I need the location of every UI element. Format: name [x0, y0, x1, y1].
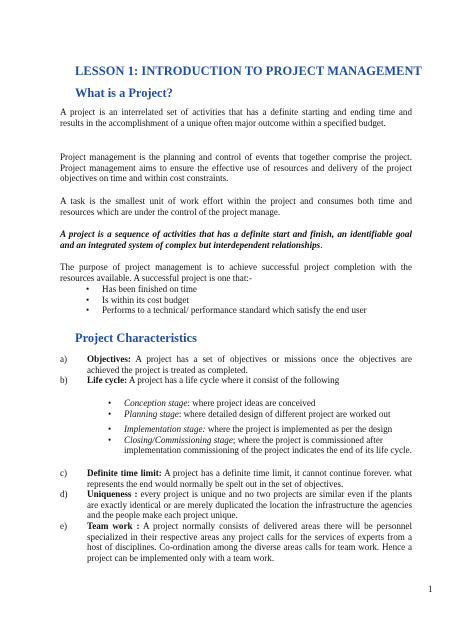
section-heading-what-is-project: What is a Project? [75, 86, 173, 100]
bullet-icon: • [108, 398, 112, 408]
bullet-icon: • [86, 294, 90, 305]
bullet-icon: • [108, 408, 112, 419]
list-item: • Implementation stage: where the project is implemented as per the design [108, 424, 393, 434]
characteristics-list-ab [60, 354, 412, 386]
list-item-uniqueness: d) Uniqueness : every project is unique and no two projects are similar even if the plants are exactly identical or are merely duplicated the location the infrastructure the agencies and the people make each project unique. [60, 489, 412, 521]
paragraph-task: A task is the smallest unit of work effort within the project and consumes both time and resources which are under the control of the project manage. [60, 196, 412, 217]
page-number: 1 [428, 584, 433, 594]
list-item: • Has been finished on time [86, 284, 197, 294]
paragraph-project-management: Project management is the planning and control of events that together comprise the project. Project management aims to ensure the effective use of resources and delivery of the project objectives on time and within cost constraints. [60, 152, 412, 184]
paragraph-purpose: The purpose of project management is to achieve successful project completion with the resources available. A successful project is one that:- [60, 262, 412, 283]
list-item: • Closing/Commissioning stage; where the project is commissioned after implementation commissioning of the project indicates the end of its life cycle. [108, 434, 412, 456]
paragraph-formal-definition [60, 229, 412, 250]
bullet-icon: • [108, 424, 112, 434]
list-item-life-cycle: b) Life cycle: A project has a life cycle where it consist of the following [60, 375, 340, 386]
definition-period: . [320, 239, 323, 250]
list-item: • Performs to a technical/ performance standard which satisfy the end user [86, 305, 367, 316]
list-item-definite-time-limit: c) Definite time limit: A project has a definite time limit, it cannot continue forever. what represents the end would normally be spelt out in the set of objectives. [60, 468, 412, 489]
lesson-title: LESSON 1: INTRODUCTION TO PROJECT MANAGEMENT [75, 64, 422, 78]
paragraph-project-definition: A project is an interrelated set of activities that has a definite starting and ending time and results in the accomplishment of a unique often major outcome within a specified budget. [60, 107, 412, 128]
success-criteria-list [86, 284, 367, 316]
list-item: • Is within its cost budget [86, 294, 189, 305]
life-cycle-stages-group-2 [108, 424, 418, 456]
bullet-icon: • [108, 434, 112, 445]
definition-emphasis: A project is a sequence of activities that has a definite start and finish, an identifiable goal and an integrated system of complex but interdependent relationships [60, 229, 412, 250]
characteristics-list-cde [60, 468, 412, 563]
list-item-objectives: a) Objectives: A project has a set of objectives or missions once the objectives are achieved the project is treated as completed. [60, 354, 412, 375]
list-item: • Planning stage: where detailed design of different project are worked out [108, 408, 391, 419]
section-heading-characteristics: Project Characteristics [75, 331, 197, 345]
bullet-icon: • [86, 305, 90, 316]
life-cycle-stages-group-1 [108, 398, 418, 419]
bullet-icon: • [86, 284, 90, 294]
list-item: • Conception stage: where project ideas are conceived [108, 398, 316, 408]
list-item-team-work: e) Team work : A project normally consists of delivered areas there will be personnel specialized in their respective areas any project calls for the services of experts from a host of disciplines. Co-ordination among the diverse areas calls for team work. Hence a project can be implemented only with a team work. [60, 520, 412, 563]
